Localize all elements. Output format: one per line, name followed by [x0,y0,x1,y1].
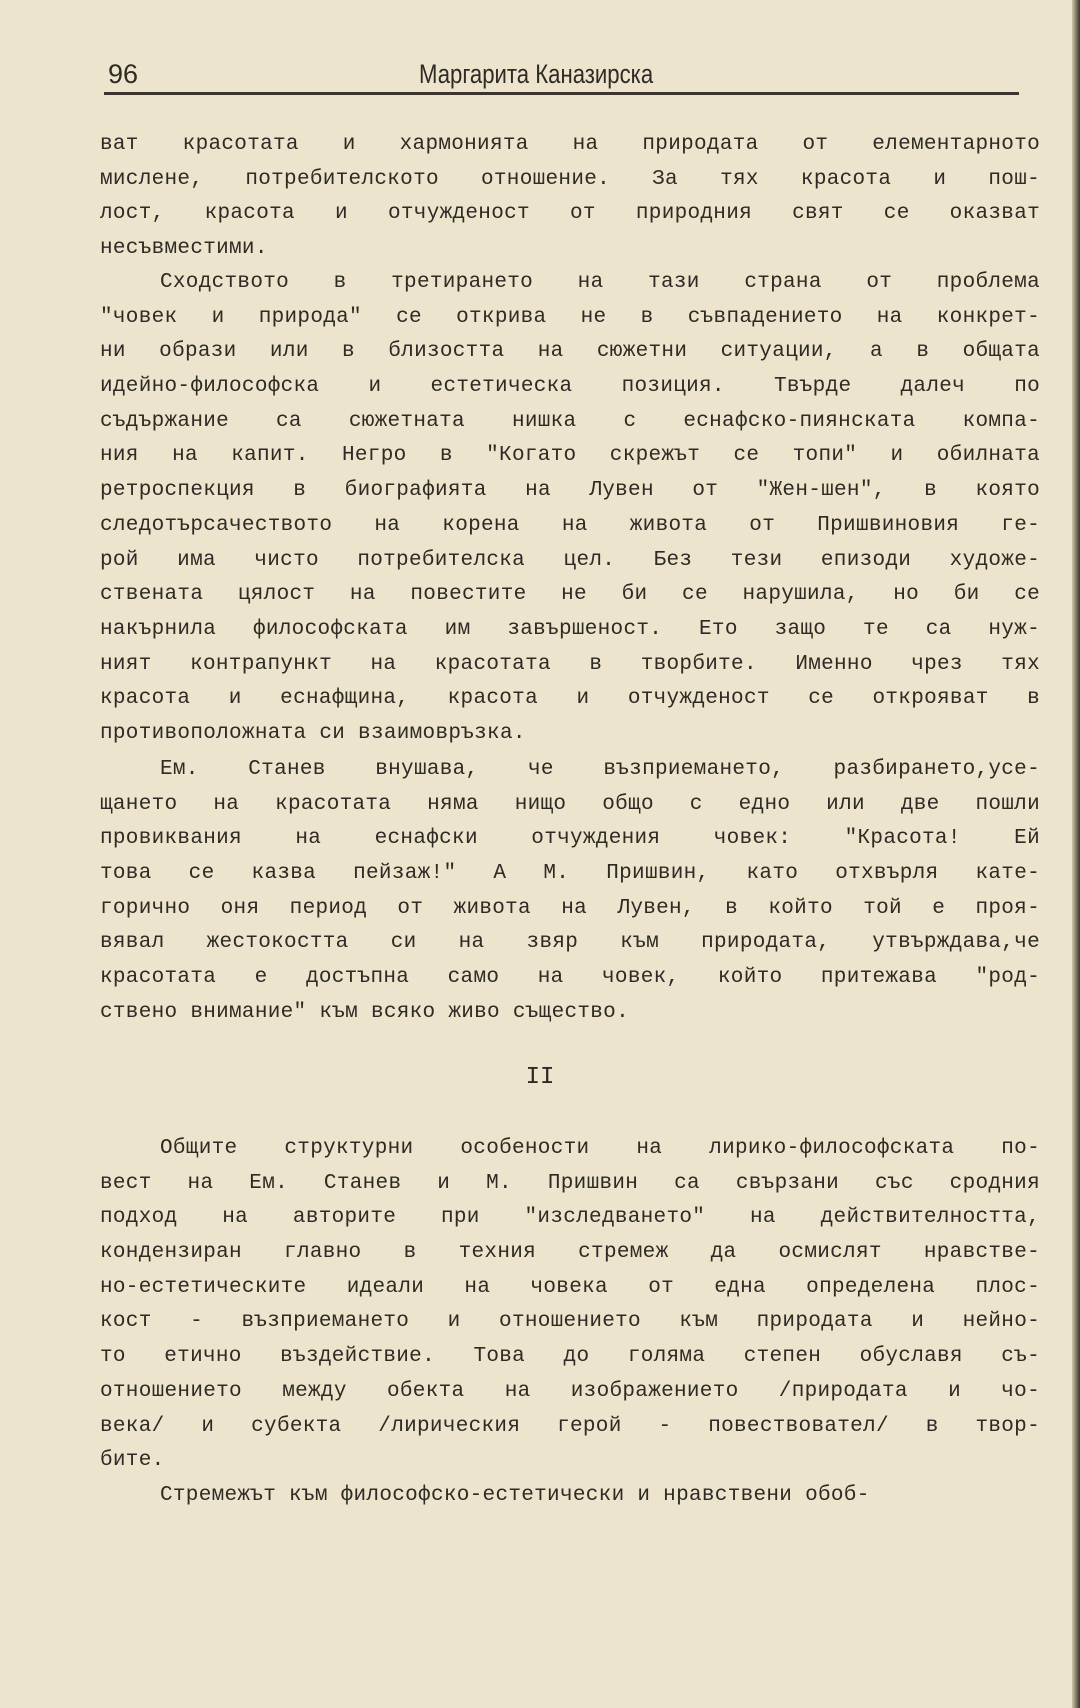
text-line: щането на красотата няма нищо общо с едно или две пошли [100,792,1040,816]
text-line: кост - възприемането и отношението към природата и нейно- [100,1310,1040,1334]
text-line: мислене, потребителското отношение. За тях красота и пош- [100,167,1040,191]
text-line: противоположната си взаимовръзка. [100,721,526,745]
text-line: Общите структурни особености на лирико-философската по- [160,1137,1040,1160]
text-line: кондензиран главно в техния стремеж да осмислят нравстве- [100,1241,1040,1265]
text-line: следотърсачеството на корена на живота от Пришвиновия ге- [100,513,1040,537]
text-line: подход на авторите при "изследването" на действителността, [100,1206,1040,1230]
text-line: идейно-философска и естетическа позиция. Твърде далеч по [100,375,1040,399]
text-line: вявал жестокостта си на звяр към природата, утвърждава,че [100,931,1040,955]
text-line: съдържание са сюжетната нишка с еснафско-пиянската компа- [100,409,1040,433]
text-line: накърнила философската им завършеност. Ето защо те са нуж- [100,617,1040,641]
text-line: вест на Ем. Станев и М. Пришвин са свързани със сродния [100,1171,1040,1195]
text-line: Стремежът към философско-естетически и нравствени обоб- [160,1484,870,1507]
text-line: несъвместими. [100,237,268,261]
text-line: ствената цялост на повестите не би се нарушила, но би се [100,583,1040,607]
text-line: това се казва пейзаж!" А М. Пришвин, като отхвърля кате- [100,862,1040,886]
text-line: ния на капит. Негро в "Когато скрежът се топи" и обилната [100,444,1040,468]
text-line: лост, красота и отчужденост от природния свят се оказват [100,202,1040,226]
text-line: рой има чисто потребителска цел. Без тези епизоди художе- [100,548,1040,572]
paragraph-4 [100,1132,1040,1479]
running-header [104,52,1019,95]
text-line: ват красотата и хармонията на природата от елементарното [100,133,1040,156]
text-line: Ем. Станев внушава, че възприемането, разбирането,усе- [160,758,1040,781]
paragraph-5 [100,1479,1040,1514]
page-number: 96 [108,59,139,89]
text-line: провиквания на еснафски отчуждения човек: "Красота! Ей [100,827,1040,851]
text-line: Сходството в третирането на тази страна от проблема [160,271,1040,294]
text-line: то етично въздействие. Това до голяма степен обуславя съ- [100,1345,1040,1369]
text-line: ният контрапункт на красотата в творбите. Именно чрез тях [100,652,1040,676]
text-line: горично оня период от живота на Лувен, в който той е проя- [100,896,1040,920]
text-line: бите. [100,1449,165,1473]
section-heading: II [525,1064,555,1091]
text-line: "човек и природа" се открива не в съвпадението на конкрет- [100,305,1040,329]
running-title: Маргарита Каназирска [419,59,654,89]
paragraph-3 [100,753,1040,1031]
page-edge [1072,0,1080,1708]
text-line: века/ и субекта /лирическия герой - повествовател/ в твор- [100,1414,1040,1438]
text-line: ствено внимание" към всяко живо същество. [100,1000,629,1024]
text-line: но-естетическите идеали на човека от една определена плос- [100,1275,1040,1299]
paragraph-2 [100,266,1040,752]
paragraph-1 [100,128,1040,267]
text-line: отношението между обекта на изображението /природата и чо- [100,1379,1040,1403]
text-line: красотата е достъпна само на човек, който притежава "род- [100,966,1040,990]
text-line: ретроспекция в биографията на Лувен от "Жен-шен", в която [100,479,1040,503]
text-line: ни образи или в близостта на сюжетни ситуации, а в общата [100,340,1040,364]
text-line: красота и еснафщина, красота и отчужденост се открояват в [100,687,1040,711]
